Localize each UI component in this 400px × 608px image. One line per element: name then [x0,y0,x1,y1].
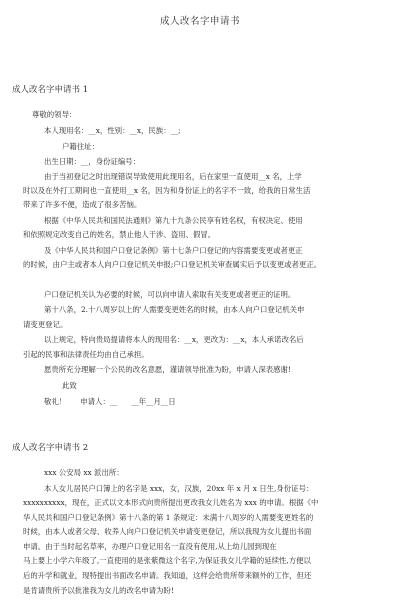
body-line: 带来了许多不便，造成了很多苦恼。 [23,200,142,209]
applicant-name-line: 本人现用名：__x，性别：__x，民族：__; [44,126,181,135]
body-line: 的时候，由户主或者本人向户口登记机关申报;户口登记机关审查属实后予以变更或者更正。 [23,260,322,269]
body-line: 后的升学和就业，现特提出书面改名申请。我知道，这样会给贵所带来额外的工作，但还 [23,571,312,580]
body-line: 根据《中华人民共和国民法通则》第九十九条公民享有姓名权，有权决定、使用 [44,216,303,225]
body-line: 时候，由本人或者父母、收养人向户口登记机关申请变更登记，所以我现为女儿提出书面 [23,527,312,536]
body-line: 户口登记机关认为必要的时候，可以向申请人索取有关变更或者更正的证明。 [44,290,296,299]
body-line: 是肯请贵所予以批准我为女儿的改名申请为盼! [23,586,174,595]
body-line: 引起的民事和法律责任均由自己承担。 [23,350,149,359]
body-line: 和依照规定改变自己的姓名，禁止他人干涉、盗用、假冒。 [23,230,216,239]
birth-id-line: 出生日期：__，身份证编号： [44,157,141,166]
body-line: 由于当初登记之时出现错误导致使用此现用名，后在家里一直使用__x 名，上学 [44,172,302,181]
closing-line: 此致 [62,381,77,390]
body-line: 华人民共和国户口登记条例》第十八条的第 1 条规定：未满十八周岁的人需要变更姓名的 [23,513,314,522]
salutation: 尊敬的领导： [32,110,77,119]
document-title: 成人改名字申请书 [159,16,240,27]
body-line: 及《中华人民共和国户口登记条例》第十七条户口登记的内容需要变更或者更正 [44,246,303,255]
body-line: 以上规定，特向贵局提请将本人的现用名：__x，更改为：__x，本人承诺改名后 [44,335,304,344]
body-line: 时以及在外打工期间也一直使用__x 名，因为和身份证上的名字不一致，给我的日常生活 [23,186,311,195]
body-line: 马上要上小学六年级了,一直使用的是张紫微这个名字,为保证我女儿学籍的延续性,方便以 [23,556,311,565]
addressee-line: xxx 公安局 xx 派出所： [44,468,124,477]
body-line: 请变更登记。 [23,320,68,329]
body-line: xxxxxxxxxx，现在，正式以文本形式向贵所提出更改我女儿姓名为 xxx 的申请。根据《中 [23,498,319,507]
body-line: 本人女儿居民户口簿上的名字是 xxx，女，汉族，20xx 年 x 月 x 日生,身份证号： [44,484,314,493]
address-line: 户籍住址： [62,142,99,151]
body-line: 申请。由于当时起名草率，办理户口登记用名一直没有使用,从上幼儿园到现在 [23,542,277,551]
body-line: 第十八条，2.十八周岁以上的'人需要变更姓名的时候，由本人向户口登记机关申 [44,305,305,314]
section-1-heading: 成人改名字申请书 1 [12,85,89,95]
signature-line: 敬礼！ 申请人：__ __年__月__日 [44,397,176,406]
section-2-heading: 成人改名字申请书 2 [12,443,89,453]
body-line: 愿贵所充分理解一个公民的改名意愿，谨请领导批准为盼，申请人深表感谢! [44,365,291,374]
